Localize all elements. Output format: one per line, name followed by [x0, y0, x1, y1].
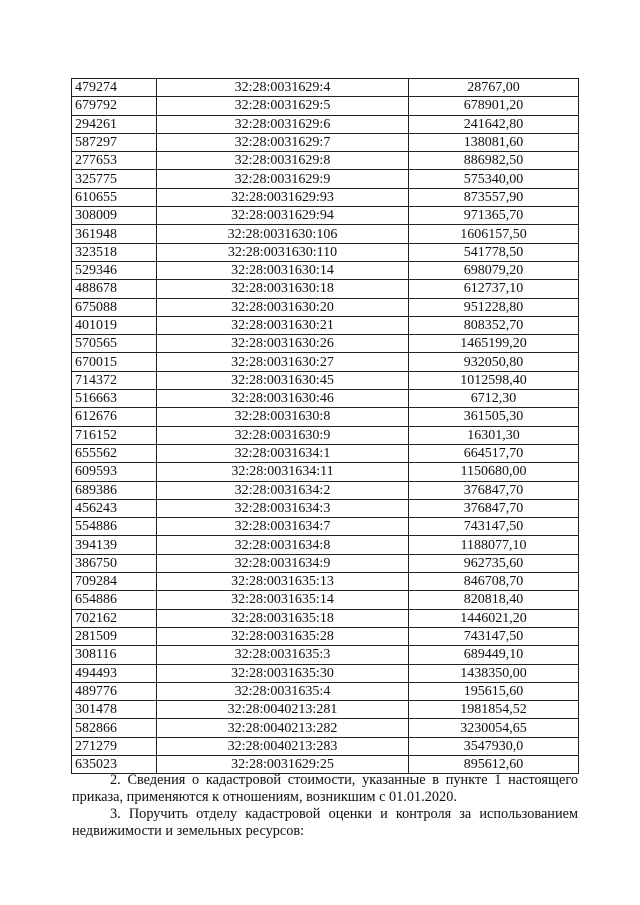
table-body: [72, 79, 579, 774]
cadastral-value-cell: 3547930,0: [409, 737, 579, 755]
cadastral-value-cell: 743147,50: [409, 518, 579, 536]
table-row: [72, 79, 579, 97]
row-id-cell: 386750: [72, 554, 157, 572]
table-row: [72, 225, 579, 243]
cadastral-number-cell: 32:28:0031630:46: [157, 390, 409, 408]
row-id-cell: 675088: [72, 298, 157, 316]
row-id-cell: 689386: [72, 481, 157, 499]
cadastral-number-cell: 32:28:0031635:18: [157, 609, 409, 627]
cadastral-value-cell: 241642,80: [409, 115, 579, 133]
cadastral-number-cell: 32:28:0031630:14: [157, 261, 409, 279]
table-row: [72, 353, 579, 371]
row-id-cell: 582866: [72, 719, 157, 737]
cadastral-number-cell: 32:28:0031629:8: [157, 152, 409, 170]
table-row: [72, 646, 579, 664]
cadastral-value-cell: 1188077,10: [409, 536, 579, 554]
table-row: [72, 682, 579, 700]
table-row: [72, 591, 579, 609]
row-id-cell: 394139: [72, 536, 157, 554]
row-id-cell: 702162: [72, 609, 157, 627]
table-row: [72, 316, 579, 334]
table-row: [72, 207, 579, 225]
table-row: [72, 444, 579, 462]
table-row: [72, 554, 579, 572]
cadastral-number-cell: 32:28:0031635:13: [157, 573, 409, 591]
cadastral-number-cell: 32:28:0031630:45: [157, 371, 409, 389]
cadastral-number-cell: 32:28:0031630:8: [157, 408, 409, 426]
row-id-cell: 479274: [72, 79, 157, 97]
cadastral-number-cell: 32:28:0031634:7: [157, 518, 409, 536]
cadastral-value-cell: 895612,60: [409, 755, 579, 773]
cadastral-value-cell: 376847,70: [409, 481, 579, 499]
row-id-cell: 456243: [72, 499, 157, 517]
cadastral-number-cell: 32:28:0031629:7: [157, 133, 409, 151]
row-id-cell: 529346: [72, 261, 157, 279]
cadastral-value-cell: 873557,90: [409, 188, 579, 206]
row-id-cell: 612676: [72, 408, 157, 426]
cadastral-value-cell: 541778,50: [409, 243, 579, 261]
cadastral-value-cell: 16301,30: [409, 426, 579, 444]
cadastral-number-cell: 32:28:0031634:1: [157, 444, 409, 462]
cadastral-number-cell: 32:28:0031630:110: [157, 243, 409, 261]
cadastral-number-cell: 32:28:0031634:8: [157, 536, 409, 554]
table-row: [72, 664, 579, 682]
paragraph-2: 2. Сведения о кадастровой стоимости, указанные в пункте 1 настоящего приказа, применяются к отношениям, возникшим с 01.01.2020.: [72, 772, 578, 805]
cadastral-value-cell: 886982,50: [409, 152, 579, 170]
cadastral-number-cell: 32:28:0031630:106: [157, 225, 409, 243]
document-paragraphs: [72, 772, 578, 840]
row-id-cell: 277653: [72, 152, 157, 170]
cadastral-number-cell: 32:28:0031629:5: [157, 97, 409, 115]
cadastral-number-cell: 32:28:0031630:21: [157, 316, 409, 334]
cadastral-value-cell: 1438350,00: [409, 664, 579, 682]
cadastral-value-table: [71, 78, 579, 774]
cadastral-value-cell: 689449,10: [409, 646, 579, 664]
table-row: [72, 261, 579, 279]
cadastral-value-cell: 1446021,20: [409, 609, 579, 627]
table-row: [72, 280, 579, 298]
cadastral-value-cell: 575340,00: [409, 170, 579, 188]
cadastral-number-cell: 32:28:0031630:18: [157, 280, 409, 298]
row-id-cell: 271279: [72, 737, 157, 755]
row-id-cell: 610655: [72, 188, 157, 206]
table-row: [72, 536, 579, 554]
cadastral-number-cell: 32:28:0031630:27: [157, 353, 409, 371]
row-id-cell: 635023: [72, 755, 157, 773]
row-id-cell: 325775: [72, 170, 157, 188]
table-row: [72, 335, 579, 353]
cadastral-number-cell: 32:28:0031635:14: [157, 591, 409, 609]
cadastral-number-cell: 32:28:0031629:9: [157, 170, 409, 188]
cadastral-value-cell: 678901,20: [409, 97, 579, 115]
table-row: [72, 298, 579, 316]
cadastral-number-cell: 32:28:0031634:9: [157, 554, 409, 572]
row-id-cell: 488678: [72, 280, 157, 298]
table-row: [72, 573, 579, 591]
row-id-cell: 308009: [72, 207, 157, 225]
table-row: [72, 188, 579, 206]
row-id-cell: 709284: [72, 573, 157, 591]
table-row: [72, 701, 579, 719]
table-row: [72, 426, 579, 444]
cadastral-value-cell: 698079,20: [409, 261, 579, 279]
row-id-cell: 609593: [72, 463, 157, 481]
cadastral-number-cell: 32:28:0040213:281: [157, 701, 409, 719]
row-id-cell: 679792: [72, 97, 157, 115]
cadastral-number-cell: 32:28:0031629:25: [157, 755, 409, 773]
table-row: [72, 371, 579, 389]
cadastral-value-cell: 971365,70: [409, 207, 579, 225]
row-id-cell: 323518: [72, 243, 157, 261]
cadastral-number-cell: 32:28:0031630:9: [157, 426, 409, 444]
cadastral-number-cell: 32:28:0031629:6: [157, 115, 409, 133]
cadastral-value-cell: 962735,60: [409, 554, 579, 572]
row-id-cell: 294261: [72, 115, 157, 133]
table-row: [72, 627, 579, 645]
cadastral-number-cell: 32:28:0031635:3: [157, 646, 409, 664]
row-id-cell: 654886: [72, 591, 157, 609]
row-id-cell: 670015: [72, 353, 157, 371]
cadastral-value-cell: 612737,10: [409, 280, 579, 298]
row-id-cell: 308116: [72, 646, 157, 664]
cadastral-number-cell: 32:28:0031630:20: [157, 298, 409, 316]
cadastral-number-cell: 32:28:0031635:4: [157, 682, 409, 700]
row-id-cell: 716152: [72, 426, 157, 444]
row-id-cell: 494493: [72, 664, 157, 682]
cadastral-number-cell: 32:28:0031634:2: [157, 481, 409, 499]
cadastral-value-cell: 1150680,00: [409, 463, 579, 481]
row-id-cell: 587297: [72, 133, 157, 151]
table-row: [72, 133, 579, 151]
row-id-cell: 281509: [72, 627, 157, 645]
table-row: [72, 152, 579, 170]
cadastral-value-cell: 1981854,52: [409, 701, 579, 719]
row-id-cell: 361948: [72, 225, 157, 243]
table-row: [72, 390, 579, 408]
row-id-cell: 301478: [72, 701, 157, 719]
table-row: [72, 170, 579, 188]
table-row: [72, 115, 579, 133]
row-id-cell: 714372: [72, 371, 157, 389]
cadastral-value-cell: 846708,70: [409, 573, 579, 591]
table-row: [72, 499, 579, 517]
cadastral-value-cell: 820818,40: [409, 591, 579, 609]
cadastral-value-cell: 664517,70: [409, 444, 579, 462]
table-row: [72, 463, 579, 481]
table-row: [72, 243, 579, 261]
table-row: [72, 719, 579, 737]
paragraph-3: 3. Поручить отделу кадастровой оценки и контроля за использованием недвижимости и земельных ресурсов:: [72, 806, 578, 839]
cadastral-value-cell: 6712,30: [409, 390, 579, 408]
cadastral-number-cell: 32:28:0040213:282: [157, 719, 409, 737]
table-row: [72, 408, 579, 426]
cadastral-number-cell: 32:28:0031629:94: [157, 207, 409, 225]
cadastral-value-cell: 1465199,20: [409, 335, 579, 353]
cadastral-number-cell: 32:28:0031634:11: [157, 463, 409, 481]
cadastral-value-cell: 1606157,50: [409, 225, 579, 243]
table-row: [72, 737, 579, 755]
cadastral-value-cell: 932050,80: [409, 353, 579, 371]
table-row: [72, 609, 579, 627]
cadastral-number-cell: 32:28:0040213:283: [157, 737, 409, 755]
cadastral-value-cell: 1012598,40: [409, 371, 579, 389]
cadastral-value-cell: 743147,50: [409, 627, 579, 645]
row-id-cell: 570565: [72, 335, 157, 353]
table-row: [72, 97, 579, 115]
cadastral-value-cell: 28767,00: [409, 79, 579, 97]
cadastral-value-cell: 376847,70: [409, 499, 579, 517]
cadastral-number-cell: 32:28:0031630:26: [157, 335, 409, 353]
row-id-cell: 401019: [72, 316, 157, 334]
cadastral-value-cell: 195615,60: [409, 682, 579, 700]
row-id-cell: 554886: [72, 518, 157, 536]
cadastral-value-cell: 138081,60: [409, 133, 579, 151]
row-id-cell: 516663: [72, 390, 157, 408]
cadastral-number-cell: 32:28:0031634:3: [157, 499, 409, 517]
cadastral-value-cell: 3230054,65: [409, 719, 579, 737]
cadastral-value-cell: 808352,70: [409, 316, 579, 334]
cadastral-value-cell: 951228,80: [409, 298, 579, 316]
row-id-cell: 489776: [72, 682, 157, 700]
row-id-cell: 655562: [72, 444, 157, 462]
cadastral-number-cell: 32:28:0031629:4: [157, 79, 409, 97]
cadastral-number-cell: 32:28:0031635:28: [157, 627, 409, 645]
cadastral-value-cell: 361505,30: [409, 408, 579, 426]
cadastral-number-cell: 32:28:0031635:30: [157, 664, 409, 682]
table-row: [72, 518, 579, 536]
table-row: [72, 481, 579, 499]
cadastral-number-cell: 32:28:0031629:93: [157, 188, 409, 206]
